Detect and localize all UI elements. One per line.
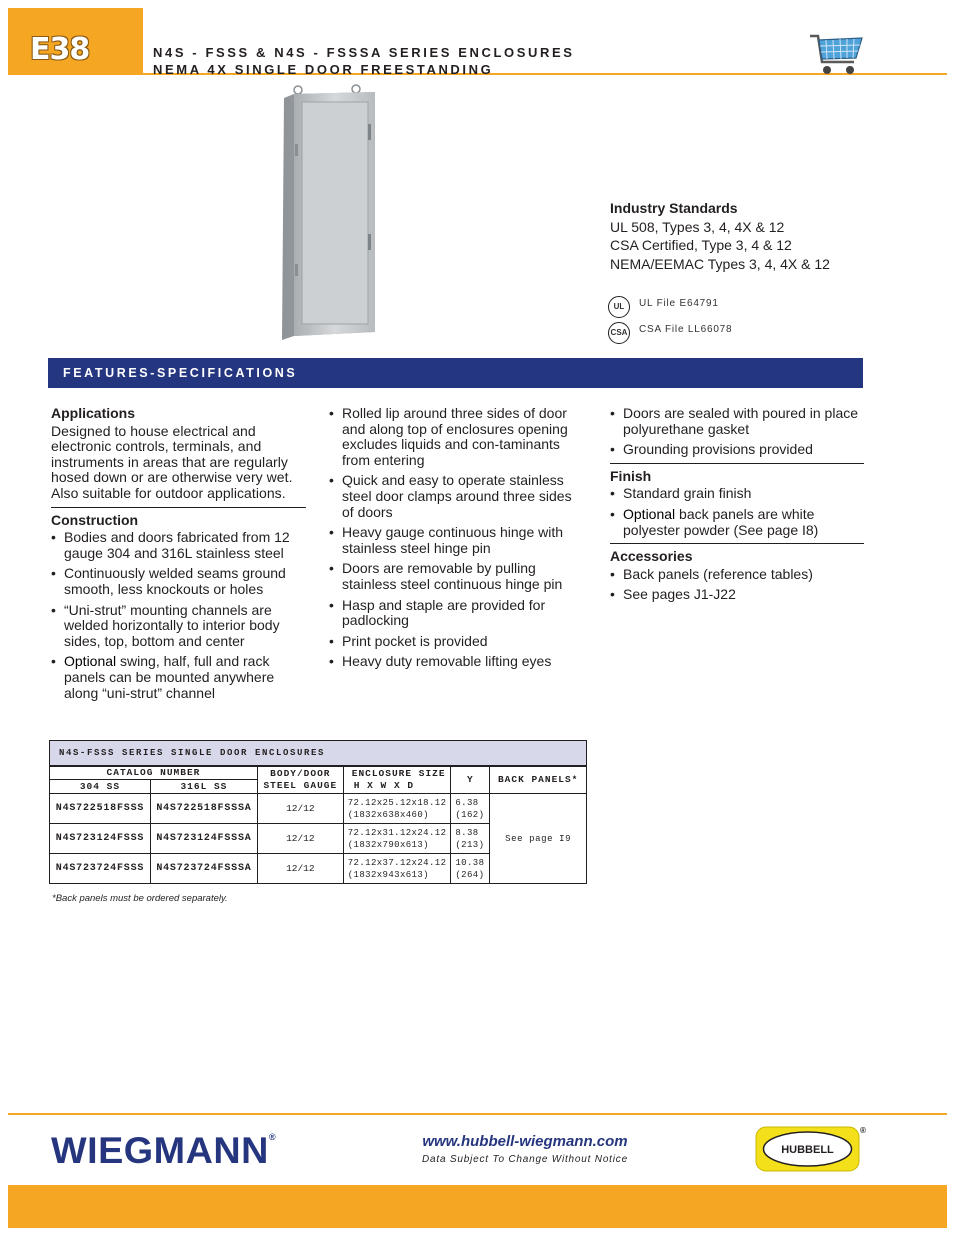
y-cell (451, 794, 490, 824)
size-mm: (1832x638x460) (347, 809, 429, 820)
size-header (343, 766, 451, 794)
footer-bar (8, 1185, 947, 1228)
back-panels-header: BACK PANELS* (490, 766, 587, 794)
page-number-tab (8, 8, 143, 74)
list-item (51, 654, 306, 701)
size-cell (343, 824, 451, 854)
industry-standards (610, 199, 830, 273)
size-cell (343, 854, 451, 884)
table-row (50, 794, 587, 824)
back-panels-cell: See page I9 (490, 794, 587, 884)
construction-heading: Construction (51, 507, 306, 529)
footer-rule (8, 1113, 947, 1115)
page-number: E38 (30, 32, 90, 67)
shopping-cart-icon[interactable] (808, 32, 864, 78)
hubbell-wordmark: HUBBELL (781, 1144, 834, 1156)
list-item: • Standard grain finish (610, 486, 864, 502)
table-footnote: *Back panels must be ordered separately. (52, 893, 228, 904)
list-item: • Back panels (reference tables) (610, 567, 864, 583)
series-title-line2: NEMA 4X SINGLE DOOR FREESTANDING (153, 62, 494, 77)
y-mm: (162) (455, 809, 485, 820)
wiegmann-logo (51, 1130, 276, 1172)
finish-heading: Finish (610, 463, 864, 485)
hubbell-registered-mark: ® (860, 1126, 866, 1135)
list-item: • Hasp and staple are provided for padlocking (329, 598, 587, 629)
finish-list (610, 486, 864, 538)
list-item: • Doors are sealed with poured in place polyurethane gasket (610, 406, 864, 437)
features-section-bar (48, 358, 863, 388)
y-in: 8.38 (455, 827, 479, 838)
y-mm: (213) (455, 839, 485, 850)
enclosure-spec-table (49, 740, 587, 884)
y-header: Y (451, 766, 490, 794)
list-item: • “Uni-strut” mounting channels are welded horizontally to interior body sides, top, bottom and center (51, 603, 306, 650)
standard-line: CSA Certified, Type 3, 4 & 12 (610, 237, 792, 253)
enclosure-photo (280, 84, 376, 342)
y-in: 10.38 (455, 857, 485, 868)
features-list (329, 406, 587, 670)
features-column-1 (51, 406, 306, 706)
list-item: • Bodies and doors fabricated from 12 gauge 304 and 316L stainless steel (51, 530, 306, 561)
optional-label: Optional (64, 653, 117, 670)
gauge-header-line2: STEEL GAUGE (263, 779, 338, 791)
list-item (610, 507, 864, 538)
size-cell (343, 794, 451, 824)
hubbell-logo (755, 1126, 860, 1172)
csa-logo-icon: CSA (608, 322, 630, 344)
gauge-cell: 12/12 (257, 854, 343, 884)
list-item: • Continuously welded seams ground smooth, less knockouts or holes (51, 566, 306, 597)
gauge-header (257, 766, 343, 794)
applications-text: Designed to house electrical and electronic controls, terminals, and instruments in areas that are regularly hosed down or are otherwise very wet. Also suitable for outdoor applications. (51, 422, 293, 501)
standard-line: UL 508, Types 3, 4, 4X & 12 (610, 218, 785, 235)
table-caption: N4S-FSSS SERIES SINGLE DOOR ENCLOSURES (50, 741, 587, 766)
series-title (153, 44, 575, 78)
gauge-cell: 12/12 (257, 824, 343, 854)
optional-text: back panels are white polyester powder (See page I8) (623, 505, 819, 538)
gauge-cell: 12/12 (257, 794, 343, 824)
accessories-list (610, 567, 864, 603)
standards-heading: Industry Standards (610, 200, 738, 216)
size-mm: (1832x790x613) (347, 839, 429, 850)
size-in: 72.12x37.12x24.12 (347, 857, 447, 868)
size-mm: (1832x943x613) (347, 869, 429, 880)
ss304-header: 304 SS (50, 780, 151, 794)
catalog-number-header: CATALOG NUMBER (50, 766, 258, 780)
catalog-304: N4S723124FSSS (50, 824, 151, 854)
catalog-316: N4S723724FSSSA (150, 854, 257, 884)
list-item: • Rolled lip around three sides of door and along top of enclosures opening excludes liquids and con-taminants from entering (329, 406, 587, 468)
size-in: 72.12x25.12x18.12 (347, 797, 447, 808)
gauge-header-line1: BODY/DOOR (270, 767, 331, 779)
y-cell (451, 854, 490, 884)
optional-text: swing, half, full and rack panels can be mounted anywhere along “uni-strut” channel (64, 653, 275, 701)
y-in: 6.38 (455, 797, 479, 808)
y-mm: (264) (455, 869, 485, 880)
brand-registered-mark: ® (268, 1131, 277, 1142)
website-link[interactable]: www.hubbell-wiegmann.com (422, 1133, 628, 1150)
ul-logo-icon: UL (608, 296, 630, 318)
list-item: • Quick and easy to operate stainless steel door clamps around three sides of doors (329, 473, 587, 520)
construction-list (51, 530, 306, 701)
catalog-304: N4S723724FSSS (50, 854, 151, 884)
standard-line: NEMA/EEMAC Types 3, 4, 4X & 12 (610, 255, 830, 272)
size-header-line1: ENCLOSURE SIZE (351, 767, 446, 779)
catalog-304: N4S722518FSSS (50, 794, 151, 824)
list-item: • Heavy duty removable lifting eyes (329, 654, 587, 670)
csa-file-number: CSA File LL66078 (639, 324, 733, 335)
list-item: • Doors are removable by pulling stainless steel continuous hinge pin (329, 561, 587, 592)
accessories-heading: Accessories (610, 543, 864, 565)
features-heading: FEATURES-SPECIFICATIONS (63, 366, 298, 380)
features-column-2 (329, 406, 587, 675)
series-title-line1: N4S - FSSS & N4S - FSSSA SERIES ENCLOSURES (153, 45, 575, 60)
features-list (610, 406, 864, 458)
size-in: 72.12x31.12x24.12 (347, 827, 447, 838)
data-notice: Data Subject To Change Without Notice (422, 1154, 628, 1165)
applications-heading: Applications (51, 405, 136, 421)
brand-name: WIEGMANN (51, 1130, 269, 1171)
list-item: • Heavy gauge continuous hinge with stainless steel hinge pin (329, 525, 587, 556)
list-item: • Print pocket is provided (329, 634, 587, 650)
features-column-3 (610, 406, 864, 608)
ss316-header: 316L SS (150, 780, 257, 794)
ul-file-number: UL File E64791 (639, 298, 719, 309)
list-item: • Grounding provisions provided (610, 442, 864, 458)
size-header-line2: H X W X D (353, 779, 415, 791)
y-cell (451, 824, 490, 854)
list-item: • See pages J1-J22 (610, 587, 864, 603)
catalog-316: N4S723124FSSSA (150, 824, 257, 854)
optional-label: Optional (623, 505, 676, 522)
catalog-316: N4S722518FSSSA (150, 794, 257, 824)
